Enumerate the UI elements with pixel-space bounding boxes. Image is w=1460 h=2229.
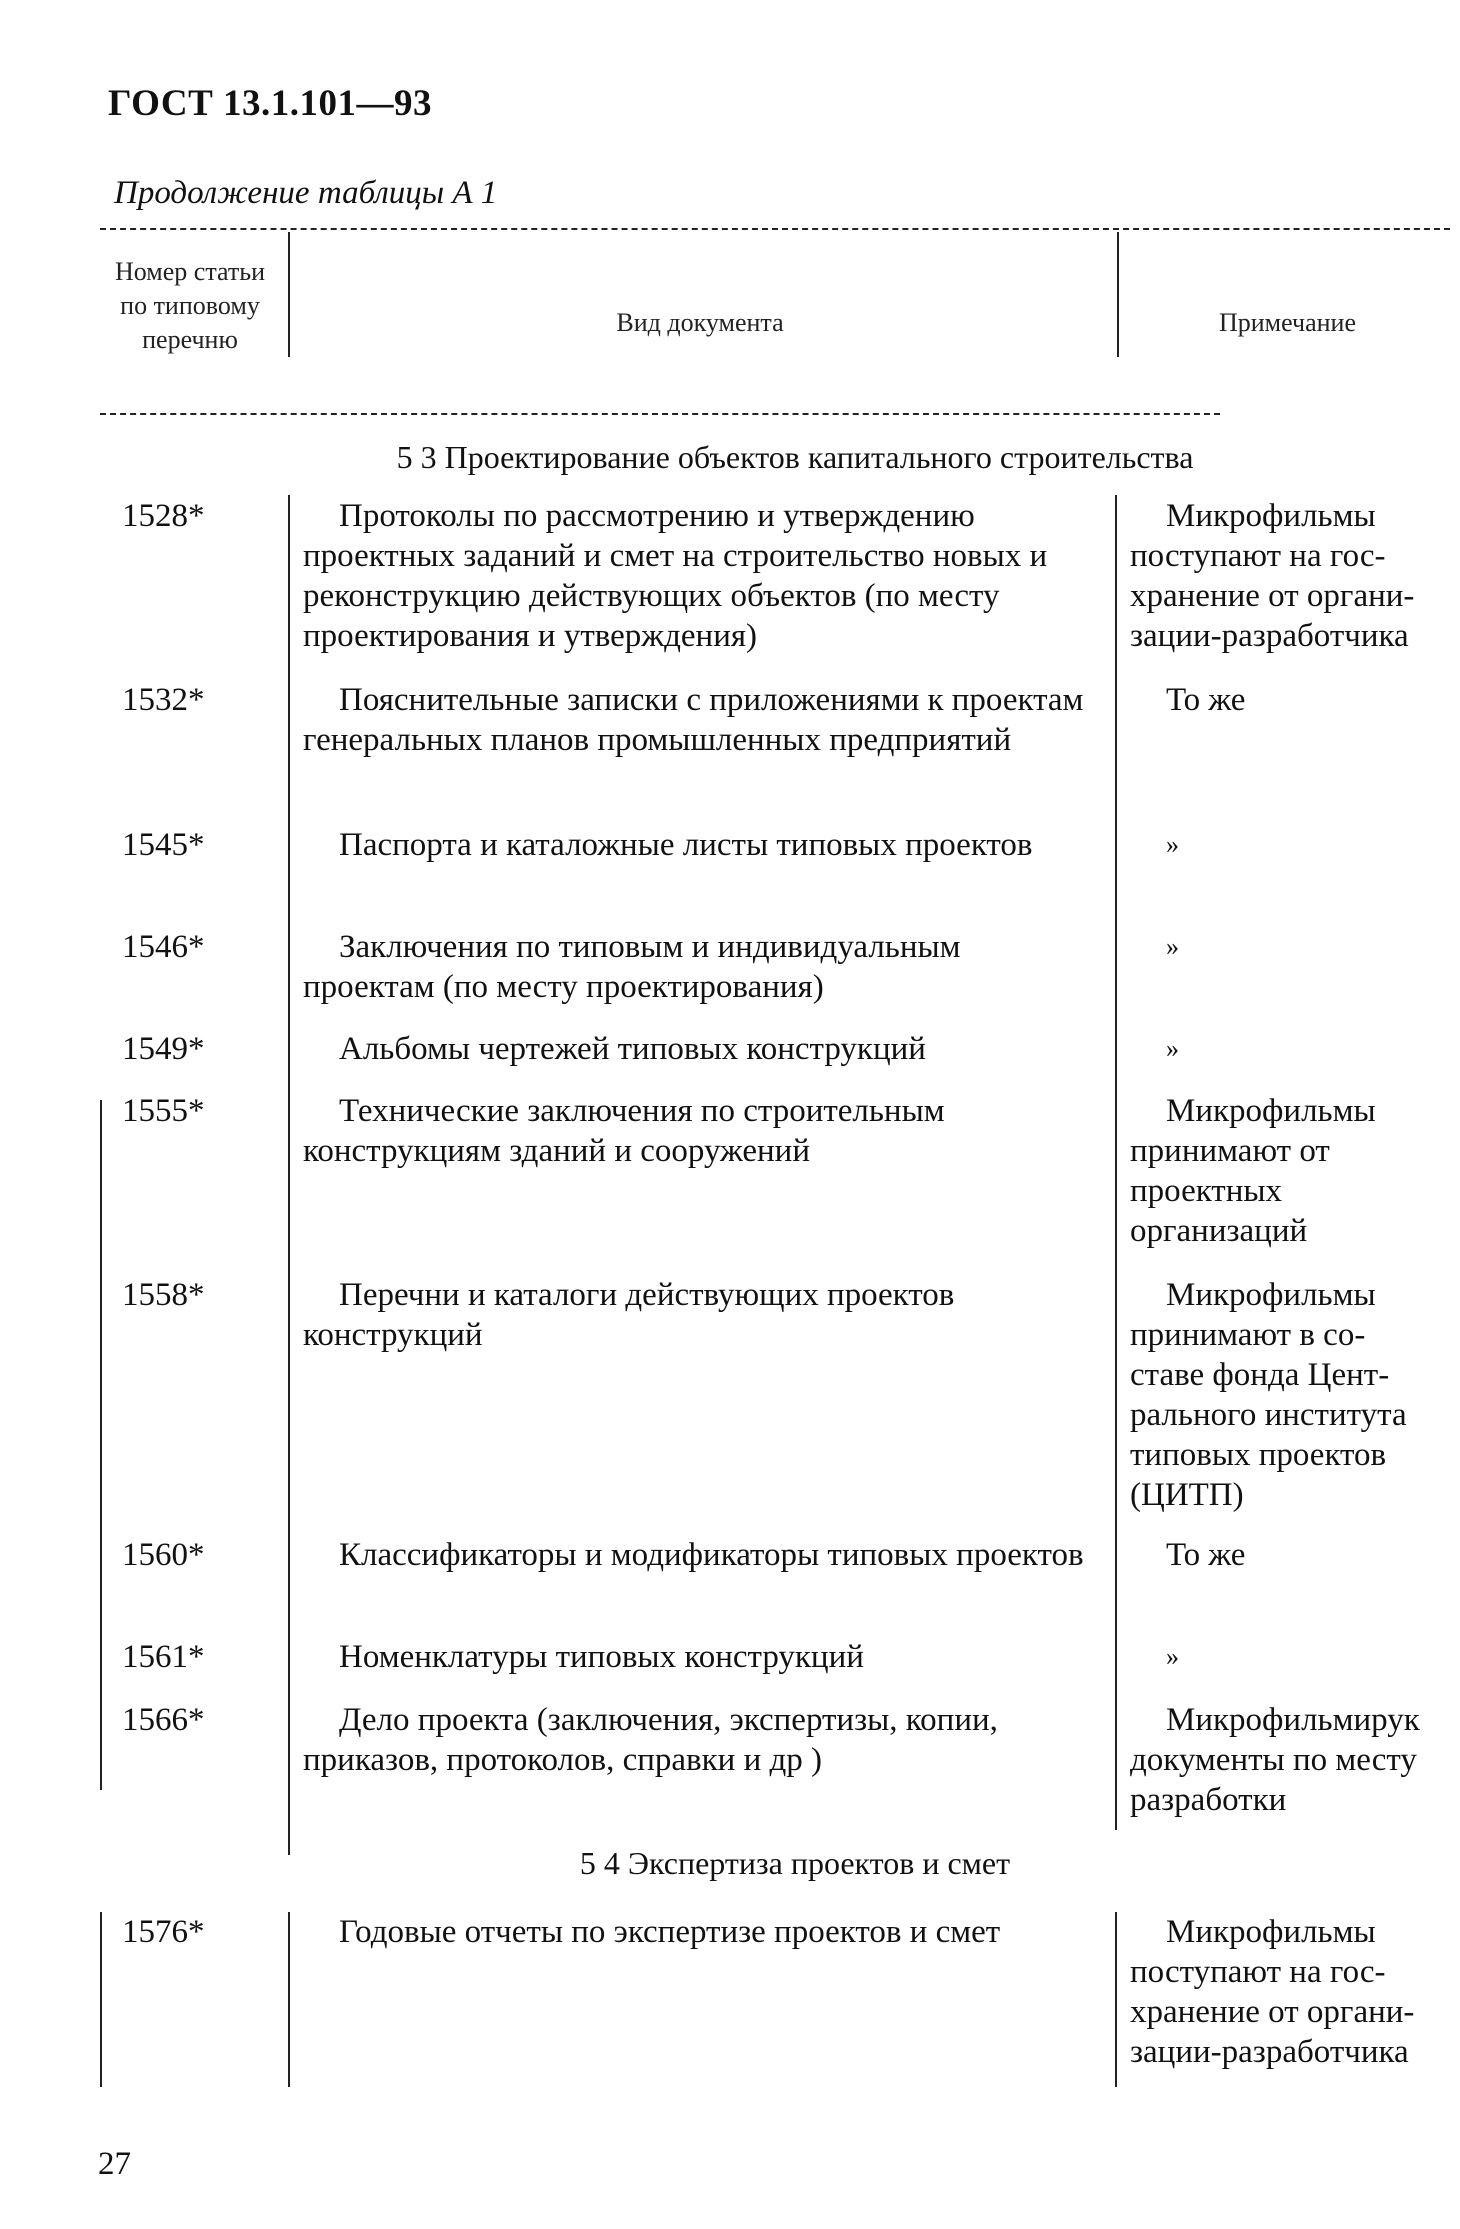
row-number: 1528* [122, 498, 205, 534]
row-note: Микрофильмы поступают на гос- хранение от органи- зации-разработчика [1130, 1914, 1415, 2070]
row-note: То же [1166, 1537, 1246, 1573]
row-document-type: Номенклатуры типовых конструкций [339, 1639, 864, 1675]
row-document-type: Заключения по типовым и индивидуальным проектам (по месту проектирования) [303, 929, 961, 1005]
row-number: 1532* [122, 682, 205, 718]
row-note: То же [1166, 682, 1246, 718]
doc-column-divider [288, 1912, 290, 2087]
header-number-column: Номер статьи по типовому перечню [115, 257, 265, 354]
header-bottom-rule [100, 413, 1220, 415]
row-number: 1549* [122, 1031, 205, 1067]
note-column-divider [1115, 495, 1117, 1830]
row-number: 1576* [122, 1914, 205, 1950]
row-note: » [1166, 830, 1179, 859]
row-note: » [1166, 932, 1179, 961]
row-note: Микрофильмы поступают на гос- хранение от органи- зации-разработчика [1130, 498, 1415, 654]
row-document-type: Годовые отчеты по экспертизе проектов и смет [339, 1914, 1001, 1950]
table-continuation-caption: Продолжение таблицы А 1 [114, 175, 498, 211]
note-column-divider [1115, 1912, 1117, 2087]
row-note: » [1166, 1642, 1179, 1671]
row-document-type: Пояснительные записки с приложениями к проектам генеральных планов промышленных предприятий [303, 682, 1084, 758]
left-margin-mark [100, 1912, 102, 2087]
table-top-rule [100, 228, 1450, 230]
row-number: 1566* [122, 1702, 205, 1738]
row-document-type: Паспорта и каталожные листы типовых проектов [339, 827, 1033, 863]
row-document-type: Дело проекта (заключения, экспертизы, копии, приказов, протоколов, справки и др ) [303, 1702, 998, 1778]
row-document-type: Протоколы по рассмотрению и утверждению проектных заданий и смет на строительство новых и реконструкцию действующих объектов (по месту проектирования и утверждения) [303, 498, 1048, 654]
row-note: » [1166, 1034, 1179, 1063]
row-document-type: Альбомы чертежей типовых конструкций [339, 1031, 926, 1067]
row-number: 1560* [122, 1537, 205, 1573]
section-heading: 5 4 Экспертиза проектов и смет [579, 1845, 1011, 1881]
row-document-type: Классификаторы и модификаторы типовых проектов [339, 1537, 1084, 1573]
document-id: ГОСТ 13.1.101—93 [108, 83, 432, 124]
row-document-type: Технические заключения по строительным конструкциям зданий и сооружений [303, 1093, 945, 1169]
doc-column-divider [288, 495, 290, 1855]
section-heading: 5 3 Проектирование объектов капитального строительства [396, 439, 1194, 475]
header-document-type-column: Вид документа [616, 308, 784, 337]
row-number: 1558* [122, 1277, 205, 1313]
left-margin-mark [100, 1100, 102, 1790]
page-number: 27 [98, 2146, 131, 2182]
row-number: 1546* [122, 929, 205, 965]
row-note: Микрофильмирук документы по месту разработки [1130, 1702, 1420, 1818]
row-number: 1545* [122, 827, 205, 863]
row-number: 1555* [122, 1093, 205, 1129]
row-note: Микрофильмы принимают от проектных организаций [1130, 1093, 1376, 1249]
row-note: Микрофильмы принимают в со- ставе фонда Цент- рального института типовых проектов (ЦИТП) [1130, 1277, 1407, 1513]
header-note-column: Примечание [1218, 308, 1357, 337]
row-document-type: Перечни и каталоги действующих проектов конструкций [303, 1277, 955, 1353]
row-number: 1561* [122, 1639, 205, 1675]
